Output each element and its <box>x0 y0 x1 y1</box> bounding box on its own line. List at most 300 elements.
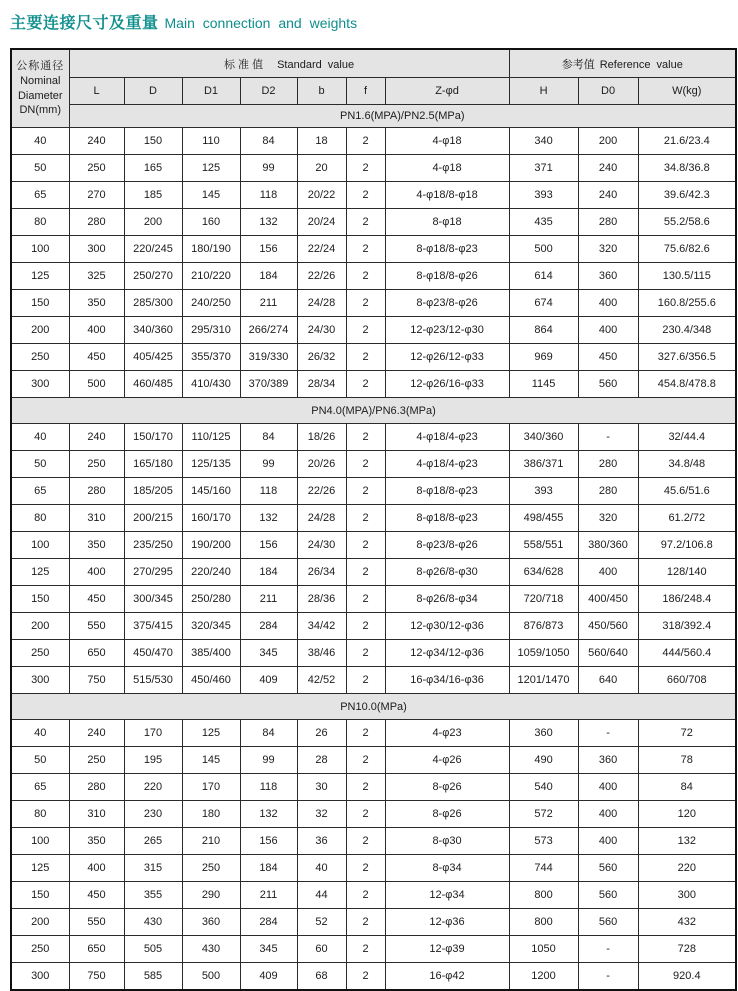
value-cell: 558/551 <box>509 532 578 559</box>
value-cell: 650 <box>69 936 124 963</box>
value-cell: 220/240 <box>182 559 240 586</box>
value-cell: 240 <box>69 720 124 747</box>
value-cell: 36 <box>297 828 346 855</box>
value-cell: 409 <box>240 667 297 694</box>
value-cell: 160 <box>182 209 240 236</box>
value-cell: 39.6/42.3 <box>638 182 736 209</box>
value-cell: 1201/1470 <box>509 667 578 694</box>
value-cell: 435 <box>509 209 578 236</box>
value-cell: 320 <box>578 505 638 532</box>
table-row <box>11 747 736 774</box>
value-cell: 2 <box>346 855 385 882</box>
value-cell: 2 <box>346 263 385 290</box>
bolt-spec-cell: 4-φ18/8-φ18 <box>385 182 509 209</box>
value-cell: 450 <box>69 586 124 613</box>
value-cell: 240 <box>578 155 638 182</box>
value-cell: 75.6/82.6 <box>638 236 736 263</box>
value-cell: 120 <box>638 801 736 828</box>
pressure-band-row <box>11 398 736 424</box>
value-cell: 20/24 <box>297 209 346 236</box>
bolt-spec-cell: 8-φ18 <box>385 209 509 236</box>
value-cell: 2 <box>346 559 385 586</box>
value-cell: 355/370 <box>182 344 240 371</box>
value-cell: 550 <box>69 909 124 936</box>
dn-cell: 125 <box>11 855 69 882</box>
value-cell: 350 <box>69 532 124 559</box>
value-cell: 195 <box>124 747 182 774</box>
dn-cell: 80 <box>11 209 69 236</box>
table-row <box>11 182 736 209</box>
bolt-spec-cell: 8-φ26 <box>385 774 509 801</box>
value-cell: 454.8/478.8 <box>638 371 736 398</box>
value-cell: 505 <box>124 936 182 963</box>
value-cell: 325 <box>69 263 124 290</box>
dn-cell: 65 <box>11 478 69 505</box>
value-cell: 285/300 <box>124 290 182 317</box>
value-cell: 20 <box>297 155 346 182</box>
value-cell: 2 <box>346 801 385 828</box>
value-cell: 250 <box>69 155 124 182</box>
value-cell: 405/425 <box>124 344 182 371</box>
value-cell: 230 <box>124 801 182 828</box>
value-cell: 2 <box>346 505 385 532</box>
value-cell: 184 <box>240 855 297 882</box>
value-cell: 2 <box>346 128 385 155</box>
bolt-spec-cell: 8-φ18/8-φ23 <box>385 505 509 532</box>
value-cell: 450 <box>69 344 124 371</box>
value-cell: 2 <box>346 774 385 801</box>
value-cell: 550 <box>69 613 124 640</box>
value-cell: 2 <box>346 909 385 936</box>
bolt-spec-cell: 8-φ18/8-φ23 <box>385 236 509 263</box>
value-cell: 515/530 <box>124 667 182 694</box>
value-cell: 84 <box>240 128 297 155</box>
table-row <box>11 640 736 667</box>
value-cell: 2 <box>346 720 385 747</box>
value-cell: 61.2/72 <box>638 505 736 532</box>
value-cell: 270/295 <box>124 559 182 586</box>
dn-cell: 80 <box>11 505 69 532</box>
value-cell: 360 <box>182 909 240 936</box>
bolt-spec-cell: 16-φ34/16-φ36 <box>385 667 509 694</box>
col-header-L: L <box>69 78 124 105</box>
dn-cell: 50 <box>11 155 69 182</box>
value-cell: 280 <box>578 478 638 505</box>
value-cell: 40 <box>297 855 346 882</box>
value-cell: 145 <box>182 747 240 774</box>
bolt-spec-cell: 8-φ26 <box>385 801 509 828</box>
bolt-spec-cell: 8-φ26/8-φ30 <box>385 559 509 586</box>
dn-cell: 100 <box>11 828 69 855</box>
value-cell: 864 <box>509 317 578 344</box>
value-cell: 125/135 <box>182 451 240 478</box>
value-cell: 250/280 <box>182 586 240 613</box>
table-row <box>11 263 736 290</box>
value-cell: 2 <box>346 828 385 855</box>
value-cell: 2 <box>346 747 385 774</box>
bolt-spec-cell: 16-φ42 <box>385 963 509 991</box>
value-cell: 2 <box>346 290 385 317</box>
value-cell: 2 <box>346 424 385 451</box>
value-cell: 490 <box>509 747 578 774</box>
nominal-diameter-en-2: Diameter <box>17 89 63 102</box>
value-cell: 340/360 <box>124 317 182 344</box>
value-cell: 18 <box>297 128 346 155</box>
standard-value-en: Standard value <box>277 58 355 71</box>
value-cell: 360 <box>578 747 638 774</box>
value-cell: 1050 <box>509 936 578 963</box>
value-cell: 24/28 <box>297 505 346 532</box>
value-cell: 240/250 <box>182 290 240 317</box>
value-cell: 319/330 <box>240 344 297 371</box>
table-row <box>11 371 736 398</box>
value-cell: 560 <box>578 371 638 398</box>
dn-cell: 125 <box>11 263 69 290</box>
value-cell: 28/36 <box>297 586 346 613</box>
value-cell: 444/560.4 <box>638 640 736 667</box>
col-header-D0: D0 <box>578 78 638 105</box>
value-cell: 110/125 <box>182 424 240 451</box>
value-cell: 165 <box>124 155 182 182</box>
value-cell: 186/248.4 <box>638 586 736 613</box>
value-cell: 2 <box>346 209 385 236</box>
value-cell: 2 <box>346 317 385 344</box>
value-cell: 450/460 <box>182 667 240 694</box>
value-cell: 2 <box>346 936 385 963</box>
value-cell: 265 <box>124 828 182 855</box>
bolt-spec-cell: 12-φ34/12-φ36 <box>385 640 509 667</box>
pressure-band: PN4.0(MPA)/PN6.3(MPa) <box>11 398 736 424</box>
value-cell: 450/470 <box>124 640 182 667</box>
bolt-spec-cell: 8-φ18/8-φ26 <box>385 263 509 290</box>
bolt-spec-cell: 12-φ30/12-φ36 <box>385 613 509 640</box>
value-cell: 327.6/356.5 <box>638 344 736 371</box>
value-cell: 300/345 <box>124 586 182 613</box>
value-cell: 650 <box>69 640 124 667</box>
value-cell: 969 <box>509 344 578 371</box>
value-cell: 84 <box>240 720 297 747</box>
bolt-spec-cell: 4-φ18 <box>385 128 509 155</box>
value-cell: 498/455 <box>509 505 578 532</box>
value-cell: 660/708 <box>638 667 736 694</box>
table-row <box>11 909 736 936</box>
value-cell: 180 <box>182 801 240 828</box>
value-cell: 393 <box>509 182 578 209</box>
value-cell: 315 <box>124 855 182 882</box>
page-title <box>10 10 357 33</box>
value-cell: 128/140 <box>638 559 736 586</box>
value-cell: 180/190 <box>182 236 240 263</box>
value-cell: 393 <box>509 478 578 505</box>
value-cell: 371 <box>509 155 578 182</box>
value-cell: 34/42 <box>297 613 346 640</box>
dn-cell: 150 <box>11 290 69 317</box>
bolt-spec-cell: 8-φ23/8-φ26 <box>385 290 509 317</box>
value-cell: 2 <box>346 371 385 398</box>
table-row <box>11 963 736 991</box>
col-header-D: D <box>124 78 182 105</box>
value-cell: 24/30 <box>297 317 346 344</box>
value-cell: 99 <box>240 451 297 478</box>
value-cell: 400/450 <box>578 586 638 613</box>
value-cell: 250 <box>182 855 240 882</box>
value-cell: 430 <box>124 909 182 936</box>
value-cell: 614 <box>509 263 578 290</box>
dn-cell: 300 <box>11 963 69 991</box>
bolt-spec-cell: 4-φ18/4-φ23 <box>385 424 509 451</box>
value-cell: 78 <box>638 747 736 774</box>
bolt-spec-cell: 8-φ18/8-φ23 <box>385 478 509 505</box>
nominal-diameter-cn: 公称通径 <box>16 59 65 72</box>
table-row <box>11 209 736 236</box>
value-cell: 240 <box>69 128 124 155</box>
dn-cell: 150 <box>11 882 69 909</box>
nominal-diameter-unit: DN(mm) <box>19 104 62 117</box>
value-cell: 220 <box>124 774 182 801</box>
value-cell: 432 <box>638 909 736 936</box>
value-cell: 500 <box>69 371 124 398</box>
value-cell: 400 <box>578 774 638 801</box>
col-header-Wkg: W(kg) <box>638 78 736 105</box>
bolt-spec-cell: 8-φ34 <box>385 855 509 882</box>
value-cell: 2 <box>346 478 385 505</box>
value-cell: 150 <box>124 128 182 155</box>
value-cell: 190/200 <box>182 532 240 559</box>
table-row <box>11 424 736 451</box>
value-cell: 572 <box>509 801 578 828</box>
value-cell: 132 <box>638 828 736 855</box>
value-cell: 1145 <box>509 371 578 398</box>
pressure-band-row <box>11 694 736 720</box>
value-cell: 750 <box>69 963 124 991</box>
value-cell: 156 <box>240 532 297 559</box>
value-cell: 26/34 <box>297 559 346 586</box>
bolt-spec-cell: 8-φ23/8-φ26 <box>385 532 509 559</box>
value-cell: 211 <box>240 290 297 317</box>
value-cell: 220/245 <box>124 236 182 263</box>
dn-cell: 40 <box>11 720 69 747</box>
value-cell: 156 <box>240 828 297 855</box>
value-cell: 28 <box>297 747 346 774</box>
value-cell: 300 <box>638 882 736 909</box>
dn-cell: 50 <box>11 451 69 478</box>
value-cell: 280 <box>578 209 638 236</box>
value-cell: 125 <box>182 720 240 747</box>
value-cell: 360 <box>578 263 638 290</box>
nominal-diameter-header <box>11 49 69 128</box>
standard-value-cn: 标 准 值 <box>223 58 264 71</box>
value-cell: 230.4/348 <box>638 317 736 344</box>
value-cell: 385/400 <box>182 640 240 667</box>
value-cell: 318/392.4 <box>638 613 736 640</box>
value-cell: 340 <box>509 128 578 155</box>
value-cell: - <box>578 720 638 747</box>
value-cell: 280 <box>578 451 638 478</box>
table-row <box>11 236 736 263</box>
value-cell: 876/873 <box>509 613 578 640</box>
value-cell: 22/26 <box>297 478 346 505</box>
table-row <box>11 344 736 371</box>
value-cell: 24/30 <box>297 532 346 559</box>
column-header-row <box>11 78 736 105</box>
table-row <box>11 586 736 613</box>
value-cell: 2 <box>346 155 385 182</box>
value-cell: 20/26 <box>297 451 346 478</box>
value-cell: 22/24 <box>297 236 346 263</box>
value-cell: 560 <box>578 882 638 909</box>
value-cell: 34.8/36.8 <box>638 155 736 182</box>
bolt-spec-cell: 12-φ39 <box>385 936 509 963</box>
value-cell: 320 <box>578 236 638 263</box>
value-cell: 34.8/48 <box>638 451 736 478</box>
value-cell: 560 <box>578 855 638 882</box>
table-row <box>11 128 736 155</box>
value-cell: 21.6/23.4 <box>638 128 736 155</box>
value-cell: 118 <box>240 774 297 801</box>
value-cell: 380/360 <box>578 532 638 559</box>
table-row <box>11 801 736 828</box>
value-cell: 30 <box>297 774 346 801</box>
col-header-D1: D1 <box>182 78 240 105</box>
dn-cell: 40 <box>11 424 69 451</box>
value-cell: 400 <box>578 801 638 828</box>
value-cell: 99 <box>240 747 297 774</box>
dn-cell: 80 <box>11 801 69 828</box>
dimensions-table <box>10 48 737 991</box>
value-cell: 500 <box>509 236 578 263</box>
value-cell: 634/628 <box>509 559 578 586</box>
value-cell: 345 <box>240 936 297 963</box>
value-cell: 156 <box>240 236 297 263</box>
value-cell: 920.4 <box>638 963 736 991</box>
value-cell: 744 <box>509 855 578 882</box>
value-cell: 400 <box>69 317 124 344</box>
bolt-spec-cell: 8-φ30 <box>385 828 509 855</box>
table-row <box>11 155 736 182</box>
value-cell: 284 <box>240 909 297 936</box>
bolt-spec-cell: 8-φ26/8-φ34 <box>385 586 509 613</box>
value-cell: 32/44.4 <box>638 424 736 451</box>
value-cell: 360 <box>509 720 578 747</box>
value-cell: 160/170 <box>182 505 240 532</box>
value-cell: 266/274 <box>240 317 297 344</box>
table-row <box>11 559 736 586</box>
value-cell: 150/170 <box>124 424 182 451</box>
value-cell: 400 <box>578 290 638 317</box>
dn-cell: 150 <box>11 586 69 613</box>
bolt-spec-cell: 12-φ26/12-φ33 <box>385 344 509 371</box>
bolt-spec-cell: 12-φ23/12-φ30 <box>385 317 509 344</box>
value-cell: 235/250 <box>124 532 182 559</box>
value-cell: 540 <box>509 774 578 801</box>
table-row <box>11 828 736 855</box>
dn-cell: 100 <box>11 532 69 559</box>
col-header-b: b <box>297 78 346 105</box>
col-header-f: f <box>346 78 385 105</box>
value-cell: 250/270 <box>124 263 182 290</box>
value-cell: 145/160 <box>182 478 240 505</box>
value-cell: 20/22 <box>297 182 346 209</box>
value-cell: 250 <box>69 747 124 774</box>
value-cell: 42/52 <box>297 667 346 694</box>
value-cell: 18/26 <box>297 424 346 451</box>
value-cell: 110 <box>182 128 240 155</box>
value-cell: 720/718 <box>509 586 578 613</box>
value-cell: 132 <box>240 801 297 828</box>
dn-cell: 200 <box>11 613 69 640</box>
table-row <box>11 882 736 909</box>
value-cell: 1059/1050 <box>509 640 578 667</box>
value-cell: 211 <box>240 586 297 613</box>
dn-cell: 300 <box>11 667 69 694</box>
value-cell: 2 <box>346 532 385 559</box>
value-cell: 2 <box>346 613 385 640</box>
value-cell: 2 <box>346 586 385 613</box>
table-row <box>11 720 736 747</box>
value-cell: 68 <box>297 963 346 991</box>
table-row <box>11 532 736 559</box>
value-cell: 185 <box>124 182 182 209</box>
value-cell: 2 <box>346 182 385 209</box>
value-cell: 345 <box>240 640 297 667</box>
value-cell: 355 <box>124 882 182 909</box>
value-cell: 409 <box>240 963 297 991</box>
page-title-english: Main connection and weights <box>164 15 358 31</box>
value-cell: 450 <box>69 882 124 909</box>
value-cell: 460/485 <box>124 371 182 398</box>
nominal-diameter-en-1: Nominal <box>20 74 61 87</box>
value-cell: 300 <box>69 236 124 263</box>
value-cell: 200 <box>578 128 638 155</box>
value-cell: 32 <box>297 801 346 828</box>
col-header-H: H <box>509 78 578 105</box>
dn-cell: 65 <box>11 182 69 209</box>
value-cell: 2 <box>346 667 385 694</box>
page-title-chinese: 主要连接尺寸及重量 <box>10 15 159 32</box>
dn-cell: 65 <box>11 774 69 801</box>
value-cell: 84 <box>240 424 297 451</box>
value-cell: 310 <box>69 801 124 828</box>
value-cell: 45.6/51.6 <box>638 478 736 505</box>
value-cell: 22/26 <box>297 263 346 290</box>
value-cell: 500 <box>182 963 240 991</box>
bolt-spec-cell: 4-φ18/4-φ23 <box>385 451 509 478</box>
value-cell: 170 <box>124 720 182 747</box>
table-row <box>11 855 736 882</box>
value-cell: 573 <box>509 828 578 855</box>
value-cell: 55.2/58.6 <box>638 209 736 236</box>
dimension-table-body <box>11 128 736 991</box>
value-cell: 450/560 <box>578 613 638 640</box>
dn-cell: 40 <box>11 128 69 155</box>
value-cell: 386/371 <box>509 451 578 478</box>
bolt-spec-cell: 4-φ26 <box>385 747 509 774</box>
table-row <box>11 774 736 801</box>
value-cell: 28/34 <box>297 371 346 398</box>
value-cell: 2 <box>346 963 385 991</box>
value-cell: 640 <box>578 667 638 694</box>
value-cell: 160.8/255.6 <box>638 290 736 317</box>
value-cell: 170 <box>182 774 240 801</box>
value-cell: 250 <box>69 451 124 478</box>
value-cell: 800 <box>509 882 578 909</box>
bolt-spec-cell: 12-φ34 <box>385 882 509 909</box>
standard-value-group-header <box>69 49 509 78</box>
value-cell: 400 <box>578 559 638 586</box>
value-cell: 125 <box>182 155 240 182</box>
value-cell: 410/430 <box>182 371 240 398</box>
dn-cell: 250 <box>11 936 69 963</box>
